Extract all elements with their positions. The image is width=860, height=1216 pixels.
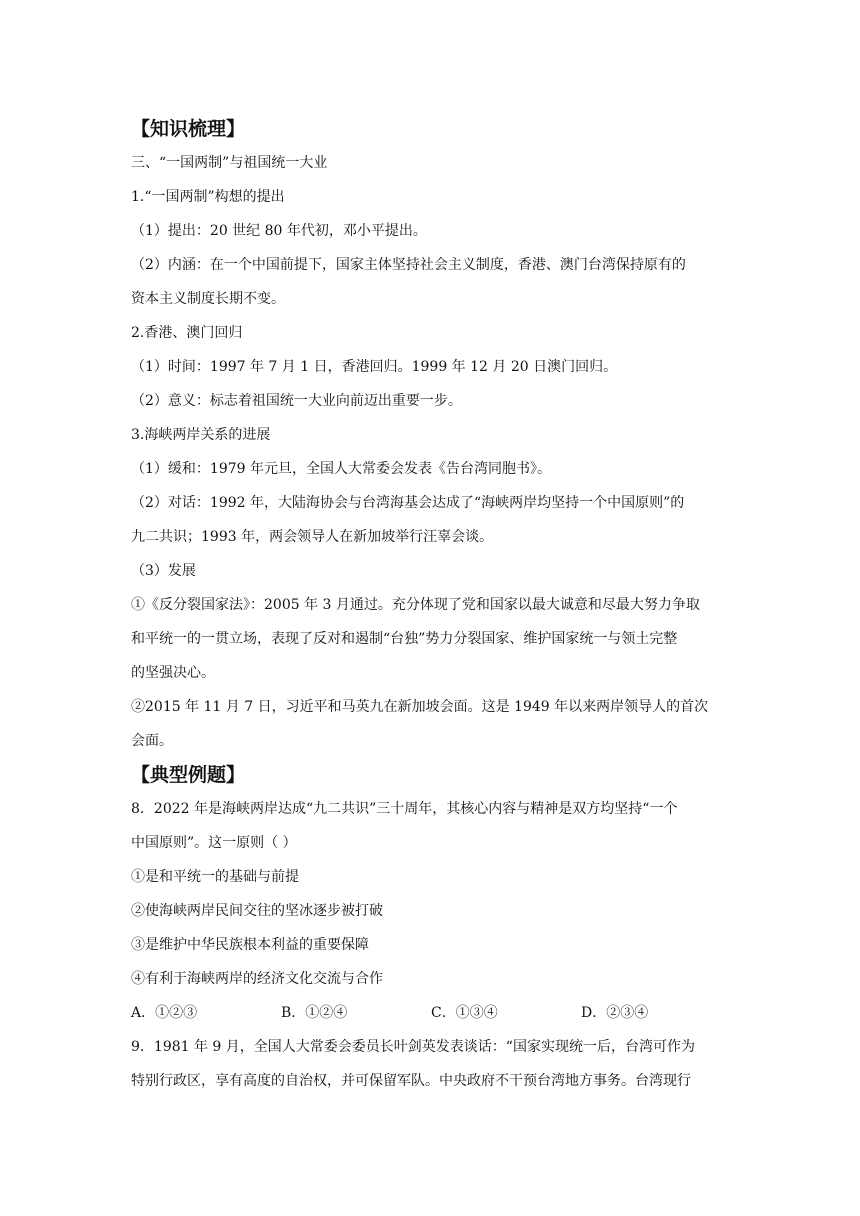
question-8-stem-line: 中国原则”。这一原则（ ） [131, 835, 297, 851]
text-line: 的坚强决心。 [131, 665, 215, 681]
text-line: （1）提出：20 世纪 80 年代初，邓小平提出。 [131, 223, 427, 239]
question-8-item: ③是维护中华民族根本利益的重要保障 [131, 937, 369, 953]
section-heading-knowledge: 【知识梳理】 [131, 118, 246, 140]
question-8-stem-line: 8．2022 年是海峡两岸达成“九二共识”三十周年，其核心内容与精神是双方均坚持“一个 [131, 801, 678, 817]
text-line: 九二共识；1993 年，两会领导人在新加坡举行汪辜会谈。 [131, 529, 494, 545]
question-9-stem-line: 特别行政区，享有高度的自治权，并可保留军队。中央政府不干预台湾地方事务。台湾现行 [131, 1073, 691, 1089]
text-line: （2）内涵：在一个中国前提下，国家主体坚持社会主义制度，香港、澳门台湾保持原有的 [131, 257, 686, 273]
question-8-item: ②使海峡两岸民间交往的坚冰逐步被打破 [131, 903, 383, 919]
text-line: 1.“一国两制”构想的提出 [131, 189, 285, 205]
text-line: ②2015 年 11 月 7 日，习近平和马英九在新加坡会面。这是 1949 年以来两岸领导人的首次 [131, 699, 709, 715]
text-line: （3）发展 [131, 563, 196, 579]
text-line: （2）意义：标志着祖国统一大业向前迈出重要一步。 [131, 393, 462, 409]
text-line: （2）对话：1992 年，大陆海协会与台湾海基会达成了“海峡两岸均坚持一个中国原则”的 [131, 495, 685, 511]
question-8-options [131, 996, 731, 1030]
text-line: ①《反分裂国家法》：2005 年 3 月通过。充分体现了党和国家以最大诚意和尽最大努力争取 [131, 597, 700, 613]
question-8-item: ①是和平统一的基础与前提 [131, 869, 299, 885]
text-line: 2.香港、澳门回归 [131, 325, 243, 341]
option-c: C．①③④ [431, 1005, 498, 1021]
question-9-stem-line: 9．1981 年 9 月，全国人大常委会委员长叶剑英发表谈话：“国家实现统一后，台湾可作为 [131, 1039, 695, 1055]
section-heading-examples: 【典型例题】 [131, 764, 246, 786]
text-line: 会面。 [131, 733, 173, 749]
text-line: 和平统一的一贯立场，表现了反对和遏制“台独”势力分裂国家、维护国家统一与领土完整 [131, 631, 678, 647]
text-line: （1）缓和：1979 年元旦，全国人大常委会发表《告台湾同胞书》。 [131, 461, 551, 477]
option-d: D．②③④ [581, 1005, 649, 1021]
text-line: 资本主义制度长期不变。 [131, 291, 285, 307]
option-a: A．①②③ [131, 1005, 198, 1021]
text-line: 3.海峡两岸关系的进展 [131, 427, 271, 443]
text-line: （1）时间：1997 年 7 月 1 日，香港回归。1999 年 12 月 20 日澳门回归。 [131, 359, 618, 375]
document-content [131, 112, 731, 1098]
option-b: B．①②④ [281, 1005, 348, 1021]
text-line: 三、“一国两制”与祖国统一大业 [131, 155, 328, 171]
question-8-item: ④有利于海峡两岸的经济文化交流与合作 [131, 971, 383, 987]
